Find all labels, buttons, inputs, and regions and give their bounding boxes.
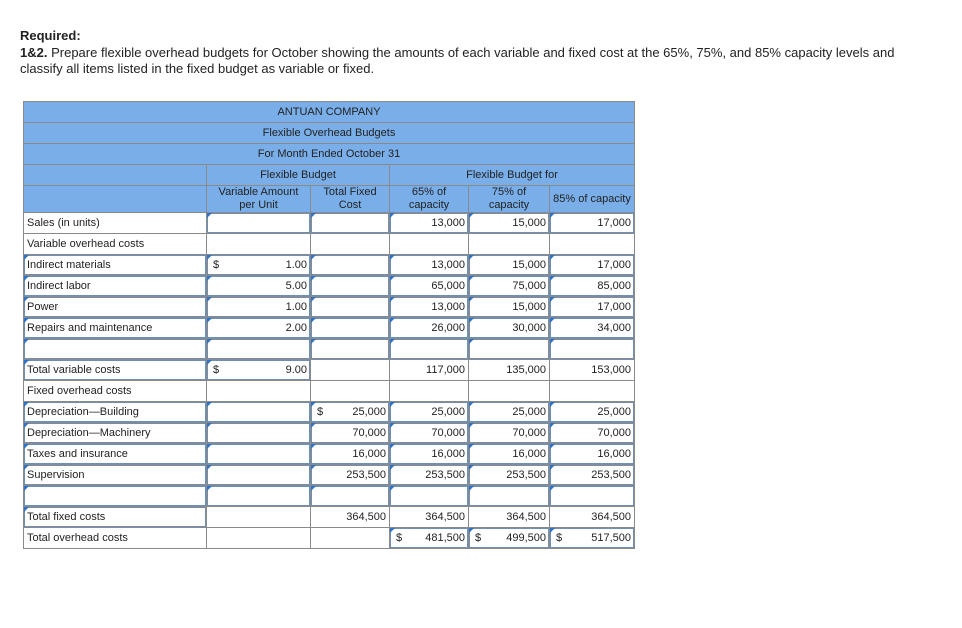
per-unit-cell[interactable] xyxy=(207,444,311,465)
sales-per-unit-cell[interactable] xyxy=(207,213,311,234)
total-fixed-cell[interactable]: $ 25,000 xyxy=(311,402,390,423)
total-variable-75: 135,000 xyxy=(469,360,550,381)
capacity-65-cell[interactable]: 65,000 xyxy=(390,276,469,297)
budget-title: Flexible Overhead Budgets xyxy=(24,123,635,144)
capacity-85-cell[interactable]: 253,500 xyxy=(550,465,635,486)
capacity-65-cell[interactable]: 26,000 xyxy=(390,318,469,339)
fixed-item-label[interactable]: Supervision xyxy=(24,465,207,486)
capacity-75-cell[interactable]: 70,000 xyxy=(469,423,550,444)
total-fixed-cost-header: Total Fixed Cost xyxy=(311,186,390,213)
capacity-85-cell[interactable]: 25,000 xyxy=(550,402,635,423)
total-overhead-85[interactable]: $ 517,500 xyxy=(550,528,635,549)
dollar-sign: $ xyxy=(213,364,220,376)
sales-65-cell[interactable]: 13,000 xyxy=(390,213,469,234)
dollar-sign: $ xyxy=(556,532,563,544)
total-variable-65: 117,000 xyxy=(390,360,469,381)
capacity-65-cell[interactable]: 70,000 xyxy=(390,423,469,444)
total-variable-per-unit[interactable]: $ 9.00 xyxy=(207,360,311,381)
total-fixed-cell[interactable]: 16,000 xyxy=(311,444,390,465)
dollar-sign: $ xyxy=(317,406,324,418)
dollar-sign: $ xyxy=(396,532,403,544)
fixed-cell[interactable] xyxy=(311,255,390,276)
table-row-blank xyxy=(24,486,635,507)
table-row xyxy=(24,276,635,297)
fixed-item-label[interactable]: Taxes and insurance xyxy=(24,444,207,465)
capacity-85-cell[interactable]: 85,000 xyxy=(550,276,635,297)
instructions-body: Prepare flexible overhead budgets for October showing the amounts of each variable and fixed cost at the 65%, 75%, and 85% capacity levels and classify all items listed in the fixed budget as variable or fixed. xyxy=(20,45,895,76)
table-row xyxy=(24,381,635,402)
total-fixed-75: 364,500 xyxy=(469,507,550,528)
total-fixed-65: 364,500 xyxy=(390,507,469,528)
capacity-85-cell[interactable]: 70,000 xyxy=(550,423,635,444)
capacity-65-cell[interactable]: 25,000 xyxy=(390,402,469,423)
total-fixed-cost: 364,500 xyxy=(311,507,390,528)
total-fixed-85: 364,500 xyxy=(550,507,635,528)
capacity-65-cell[interactable]: 13,000 xyxy=(390,255,469,276)
capacity-85-cell[interactable]: 17,000 xyxy=(550,297,635,318)
budget-period: For Month Ended October 31 xyxy=(24,144,635,165)
part-number: 1&2. xyxy=(20,45,48,60)
sales-label: Sales (in units) xyxy=(24,213,207,234)
capacity-65-cell[interactable]: 253,500 xyxy=(390,465,469,486)
capacity-65-header: 65% of capacity xyxy=(390,186,469,213)
required-label: Required: xyxy=(20,28,81,43)
per-unit-cell[interactable] xyxy=(207,465,311,486)
capacity-85-cell[interactable]: 17,000 xyxy=(550,255,635,276)
fixed-cell[interactable] xyxy=(311,297,390,318)
capacity-75-cell[interactable]: 25,000 xyxy=(469,402,550,423)
per-unit-cell[interactable]: 2.00 xyxy=(207,318,311,339)
sales-75-cell[interactable]: 15,000 xyxy=(469,213,550,234)
table-row xyxy=(24,528,635,549)
per-unit-cell[interactable]: 5.00 xyxy=(207,276,311,297)
capacity-85-cell[interactable]: 16,000 xyxy=(550,444,635,465)
capacity-75-cell[interactable]: 253,500 xyxy=(469,465,550,486)
fixed-costs-heading: Fixed overhead costs xyxy=(24,381,207,402)
table-row xyxy=(24,297,635,318)
variable-costs-heading: Variable overhead costs xyxy=(24,234,207,255)
flexible-budget-group-header: Flexible Budget xyxy=(207,165,390,186)
per-unit-cell[interactable] xyxy=(207,402,311,423)
table-row xyxy=(24,444,635,465)
capacity-85-header: 85% of capacity xyxy=(550,186,635,213)
company-name: ANTUAN COMPANY xyxy=(24,102,635,123)
dollar-sign: $ xyxy=(475,532,482,544)
per-unit-cell[interactable]: 1.00 xyxy=(207,297,311,318)
capacity-75-cell[interactable]: 15,000 xyxy=(469,297,550,318)
total-variable-85: 153,000 xyxy=(550,360,635,381)
total-overhead-label: Total overhead costs xyxy=(24,528,207,549)
sales-85-cell[interactable]: 17,000 xyxy=(550,213,635,234)
total-fixed-cell[interactable]: 70,000 xyxy=(311,423,390,444)
table-row-blank xyxy=(24,339,635,360)
capacity-75-cell[interactable]: 75,000 xyxy=(469,276,550,297)
variable-item-label[interactable]: Repairs and maintenance xyxy=(24,318,207,339)
table-row xyxy=(24,402,635,423)
flexible-budget-for-group-header: Flexible Budget for xyxy=(390,165,635,186)
fixed-cell[interactable] xyxy=(311,318,390,339)
total-overhead-75[interactable]: $ 499,500 xyxy=(469,528,550,549)
fixed-item-label[interactable]: Depreciation—Building xyxy=(24,402,207,423)
table-row xyxy=(24,423,635,444)
capacity-75-cell[interactable]: 30,000 xyxy=(469,318,550,339)
fixed-cell[interactable] xyxy=(311,276,390,297)
capacity-65-cell[interactable]: 16,000 xyxy=(390,444,469,465)
dollar-sign: $ xyxy=(213,259,220,271)
capacity-75-header: 75% of capacity xyxy=(469,186,550,213)
variable-item-label[interactable]: Power xyxy=(24,297,207,318)
table-row xyxy=(24,234,635,255)
table-row xyxy=(24,360,635,381)
total-variable-label[interactable]: Total variable costs xyxy=(24,360,207,381)
total-fixed-label[interactable]: Total fixed costs xyxy=(24,507,207,528)
instructions-text xyxy=(20,45,920,77)
variable-item-label[interactable]: Indirect materials xyxy=(24,255,207,276)
table-row xyxy=(24,213,635,234)
capacity-75-cell[interactable]: 15,000 xyxy=(469,255,550,276)
variable-per-unit-header: Variable Amount per Unit xyxy=(207,186,311,213)
capacity-75-cell[interactable]: 16,000 xyxy=(469,444,550,465)
table-row xyxy=(24,255,635,276)
flexible-overhead-budget-table xyxy=(23,101,635,549)
per-unit-cell[interactable] xyxy=(207,423,311,444)
table-row xyxy=(24,465,635,486)
variable-item-label[interactable]: Indirect labor xyxy=(24,276,207,297)
total-overhead-65[interactable]: $ 481,500 xyxy=(390,528,469,549)
table-row xyxy=(24,318,635,339)
capacity-65-cell[interactable]: 13,000 xyxy=(390,297,469,318)
fixed-item-label[interactable]: Depreciation—Machinery xyxy=(24,423,207,444)
per-unit-cell[interactable]: $ 1.00 xyxy=(207,255,311,276)
table-row xyxy=(24,507,635,528)
total-fixed-cell[interactable]: 253,500 xyxy=(311,465,390,486)
sales-fixed-cell[interactable] xyxy=(311,213,390,234)
capacity-85-cell[interactable]: 34,000 xyxy=(550,318,635,339)
